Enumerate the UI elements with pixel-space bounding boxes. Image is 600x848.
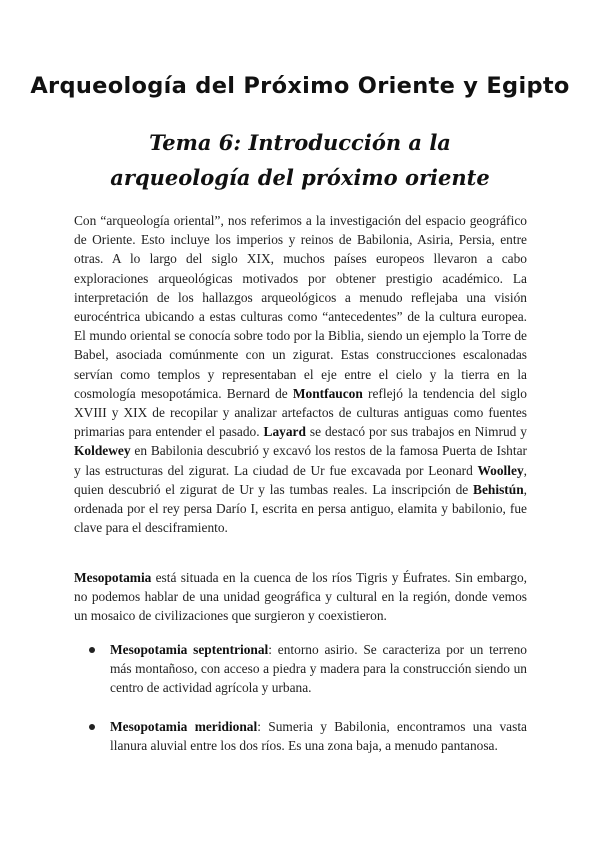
mesopotamia-paragraph	[74, 568, 527, 626]
paragraph-text: se destacó por sus trabajos en Nimrud y	[305, 424, 528, 440]
document-title: Arqueología del Próximo Oriente y Egipto	[30, 73, 570, 99]
paragraph-text: en Babilonia descubrió y excavó los restos de la famosa Puerta de Ishtar y las estructuras del zigurat. La ciudad de Ur fue excavada por Leonard	[74, 443, 527, 478]
list-item	[74, 640, 527, 698]
bullet-text: : Sumeria y Babilonia, encontramos una vasta llanura aluvial entre los dos ríos. Es una zona baja, a menudo pantanosa.	[110, 718, 527, 753]
paragraph-text: Con “arqueología oriental”, nos referimos a la investigación del espacio geográfico de Oriente. Esto incluye los imperios y reinos de Babilonia, Asiria, Persia, entre otras. A lo largo del siglo XIX, muchos países europeos llevaron a cabo exploraciones arqueológicas motivados por obtener prestigio académico. La interpretación de los hallazgos arqueológicos a menudo reflejaba una visión eurocéntrica ubicando a estas culturas como “antecedentes” de la cultura europea. El mundo oriental se conocía sobre todo por la Biblia, siendo un ejemplo la Torre de Babel, asociada comúnmente con un zigurat. Estas construcciones escalonadas servían como templos y representaban el eje entre el cielo y la tierra en la cosmología mesopotámica. Bernard de	[74, 213, 527, 401]
paragraph-text: reflejó la tendencia del siglo XVIII y XIX de recopilar y analizar artefactos de culturas antiguas como fuentes primarias para entender el pasado.	[74, 385, 527, 440]
bold-term-behistun: Behistún	[473, 481, 524, 497]
paragraph-text: está situada en la cuenca de los ríos Tigris y Éufrates. Sin embargo, no podemos hablar de una unidad geográfica y cultural en la región, donde vemos un mosaico de civilizaciones que surgieron y coexistieron.	[74, 570, 527, 624]
paragraph-text: , quien descubrió el zigurat de Ur y las tumbas reales. La inscripción de	[74, 462, 527, 497]
bold-term-woolley: Woolley	[477, 462, 524, 478]
bullet-text: : entorno asirio. Se caracteriza por un terreno más montañoso, con acceso a piedra y madera para la construcción siendo un centro de actividad agrícola y urbana.	[110, 642, 527, 696]
bold-term-layard: Layard	[263, 424, 306, 440]
bullet-icon	[89, 724, 95, 730]
bullet-icon	[89, 647, 95, 653]
bullet-term: Mesopotamia meridional	[110, 718, 258, 734]
list-item	[74, 717, 527, 755]
bold-term-montfaucon: Montfaucon	[292, 385, 363, 401]
bold-term-koldewey: Koldewey	[74, 443, 131, 459]
intro-paragraph	[74, 211, 527, 537]
bold-term-mesopotamia: Mesopotamia	[74, 570, 152, 585]
region-bullet-list	[74, 640, 527, 755]
document-subtitle: Tema 6: Introducción a la arqueología del próximo oriente	[110, 130, 490, 190]
paragraph-text: , ordenada por el rey persa Darío I, escrita en persa antiguo, elamita y babilonio, fue clave para el desciframiento.	[74, 481, 527, 536]
bullet-term: Mesopotamia septentrional	[110, 642, 269, 657]
